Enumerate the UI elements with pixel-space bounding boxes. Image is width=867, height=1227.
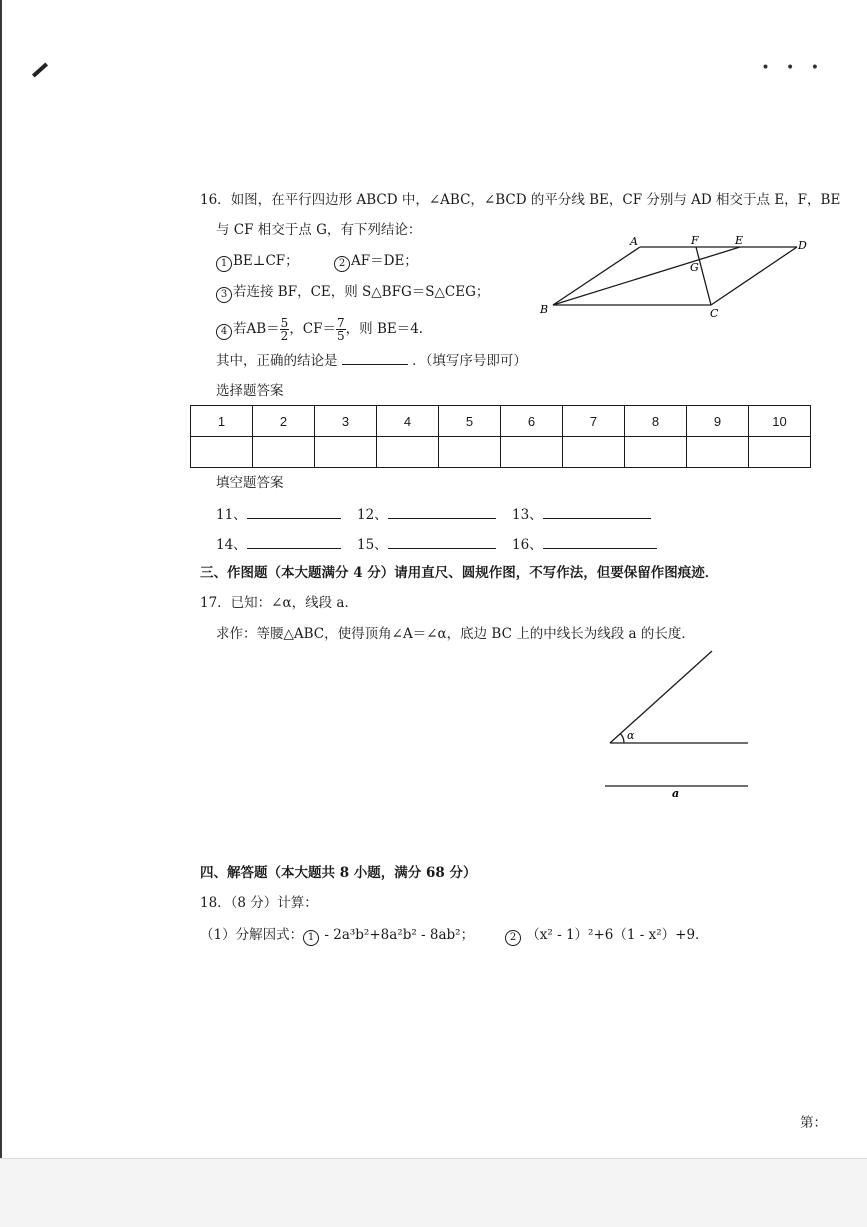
q18-part2: 2 （x² - 1）²+6（1 - x²）+9．	[505, 926, 709, 946]
circled-number: 4	[216, 324, 232, 340]
circled-number: 2	[334, 256, 350, 272]
fill-item-16: 16、	[512, 536, 657, 554]
q17-given: 17．已知：∠α，线段 a．	[200, 595, 358, 611]
mc-section-title: 选择题答案	[216, 383, 284, 399]
q16-conclusion-4: 4 若AB＝ $\frac{5}{2}$ ，CF＝ $\frac{7}{5}$ ，则 BE＝4.	[216, 316, 423, 342]
mc-answer-cell[interactable]	[315, 437, 377, 468]
circled-number: 1	[216, 256, 232, 272]
page-label: 第：	[800, 1115, 827, 1131]
q16-conclusion-prompt: 其中，正确的结论是 ．（填写序号即可）	[216, 353, 527, 369]
mc-header-cell: 8	[625, 406, 687, 437]
mc-answer-cell[interactable]	[253, 437, 315, 468]
q16-intro-line1	[200, 191, 840, 209]
label-c: C	[710, 307, 719, 319]
segment-be	[553, 247, 740, 305]
q16-line1: 如图，在平行四边形 ABCD 中，∠ABC，∠BCD 的平分线 BE，CF 分别与 AD 相交于点 E，F，BE	[230, 192, 841, 208]
section4-heading: 四、解答题（本大题共 8 小题，满分 68 分）	[200, 865, 477, 881]
mc-header-cell: 3	[315, 406, 377, 437]
fill-item-12: 12、	[357, 506, 496, 524]
section3-heading: 三、作图题（本大题满分 4 分）请用直尺、圆规作图，不写作法，但要保留作图痕迹．	[200, 565, 719, 581]
label-b: B	[540, 303, 549, 316]
fill-blank[interactable]	[247, 548, 341, 549]
label-f: F	[691, 234, 699, 247]
mc-answer-cell[interactable]	[749, 437, 811, 468]
fill-blank[interactable]	[543, 548, 657, 549]
corner-dots: • • •	[761, 60, 825, 76]
mc-header-row	[191, 406, 811, 437]
mc-answer-cell[interactable]	[501, 437, 563, 468]
scan-mark	[32, 62, 48, 77]
q17-task: 求作：等腰△ABC，使得顶角∠A＝∠α，底边 BC 上的中线长为线段 a 的长度．	[216, 626, 695, 642]
label-e: E	[735, 234, 744, 247]
q16-intro-line2: 与 CF 相交于点 G，有下列结论：	[216, 222, 422, 238]
mc-header-cell: 4	[377, 406, 439, 437]
label-a: A	[630, 235, 638, 248]
fill-blank[interactable]	[543, 518, 651, 519]
circled-number: 2	[505, 930, 521, 946]
fill-item-15: 15、	[357, 536, 496, 554]
fill-blank[interactable]	[388, 518, 496, 519]
q16-conclusion-3: 3 若连接 BF，CE，则 S△BFG＝S△CEG；	[216, 283, 489, 303]
fill-item-14: 14、	[216, 536, 341, 554]
q16-conclusion-2: 2 AF＝DE；	[334, 252, 418, 272]
mc-header-cell: 6	[501, 406, 563, 437]
segment-label: a	[672, 787, 680, 800]
fill-item-11: 11、	[216, 506, 341, 524]
mc-answer-cell[interactable]	[191, 437, 253, 468]
label-g: G	[690, 261, 699, 274]
mc-answer-cell[interactable]	[687, 437, 749, 468]
fraction-5-2: $\frac{5}{2}$	[280, 316, 289, 343]
mc-answer-cell[interactable]	[439, 437, 501, 468]
q18-header: 18．（8 分）计算：	[200, 895, 318, 911]
mc-answer-table	[190, 405, 811, 468]
side-cd	[711, 247, 797, 305]
mc-answer-row	[191, 437, 811, 468]
fill-blank[interactable]	[247, 518, 341, 519]
angle-label: α	[627, 729, 635, 742]
fill-section-title: 填空题答案	[216, 475, 284, 491]
mc-answer-cell[interactable]	[625, 437, 687, 468]
mc-header-cell: 9	[687, 406, 749, 437]
q18-part1: （1）分解因式： 1 - 2a³b²+8a²b² - 8ab²；	[200, 926, 474, 946]
fill-blank[interactable]	[388, 548, 496, 549]
mc-header-cell: 2	[253, 406, 315, 437]
fraction-7-5: $\frac{7}{5}$	[337, 316, 345, 343]
segment-cf	[696, 247, 711, 305]
q16-conclusion-1: 1 BE⊥CF；	[216, 252, 299, 272]
mc-answer-cell[interactable]	[377, 437, 439, 468]
q16-answer-blank[interactable]	[342, 364, 408, 365]
q16-number: 16．	[200, 192, 231, 208]
circled-number: 1	[303, 930, 319, 946]
angle-arc	[620, 734, 624, 743]
parallelogram-figure	[535, 233, 810, 319]
fill-item-13: 13、	[512, 506, 651, 524]
mc-answer-cell[interactable]	[563, 437, 625, 468]
angle-segment-figure	[600, 645, 752, 800]
mc-header-cell: 5	[439, 406, 501, 437]
mc-header-cell: 7	[563, 406, 625, 437]
side-ab	[553, 247, 640, 305]
mc-header-cell: 1	[191, 406, 253, 437]
circled-number: 3	[216, 287, 232, 303]
bottom-margin	[0, 1158, 867, 1227]
mc-header-cell: 10	[749, 406, 811, 437]
angle-ray-upper	[610, 651, 712, 743]
page-edge	[0, 0, 2, 1226]
label-d: D	[798, 239, 807, 252]
